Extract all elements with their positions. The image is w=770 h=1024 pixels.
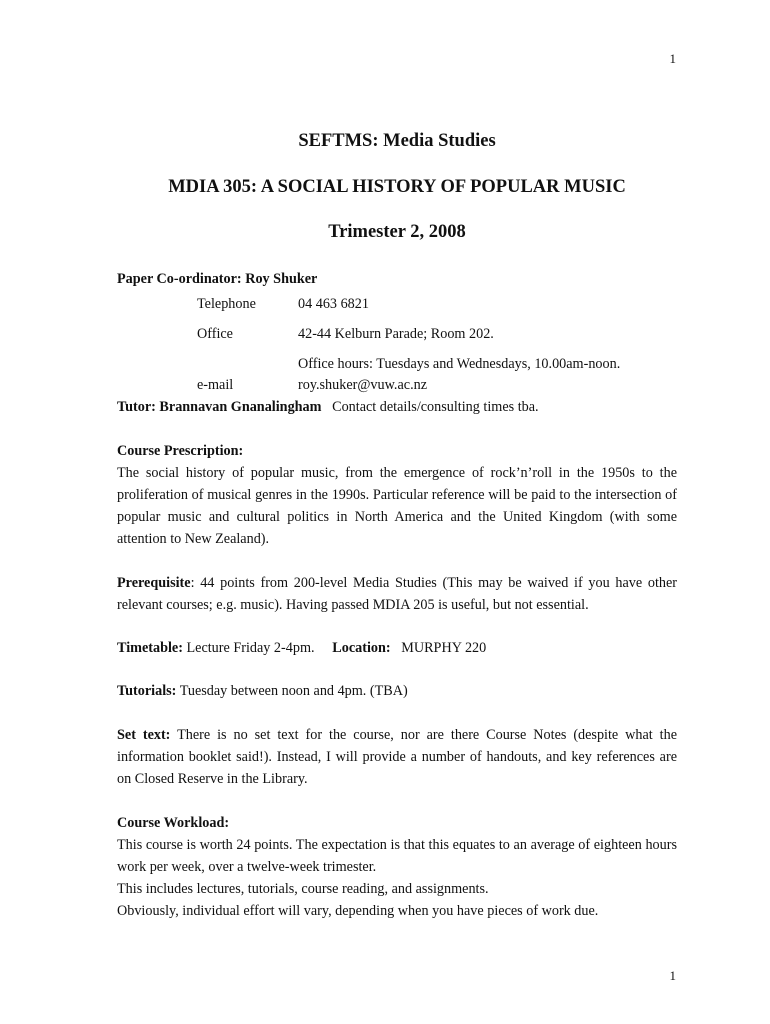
set-text-body: There is no set text for the course, nor are there Course Notes (despite what the information booklet said!). Instead, I will provide a number of handouts, and key references are on Closed Reserve in the Library. <box>117 727 678 787</box>
set-text-paragraph <box>117 724 677 790</box>
tutor-label: Tutor: Brannavan Gnanalingham <box>117 399 322 415</box>
department-title: SEFTMS: Media Studies <box>298 131 496 151</box>
workload-para3: Obviously, individual effort will vary, depending when you have pieces of work due. <box>117 903 599 919</box>
telephone-label: Telephone <box>197 296 256 312</box>
prescription-text: The social history of popular music, from the emergence of rock’n’roll in the 1950s to the proliferation of musical genres in the 1990s. Particular reference will be paid to the intersection of popular music and cultural politics in North America and the United Kingdom (with some attention to New Zealand). <box>117 465 677 547</box>
prescription-section <box>117 440 677 550</box>
prerequisite-text: : 44 points from 200-level Media Studies (This may be waived if you have other relevant courses; e.g. music). Having passed MDIA 205 is useful, but not essential. <box>117 575 677 613</box>
prerequisite-section <box>117 572 677 616</box>
course-title: MDIA 305: A SOCIAL HISTORY OF POPULAR MUSIC <box>168 177 626 197</box>
prerequisite-paragraph <box>117 572 677 616</box>
page-number-top: 1 <box>669 51 676 66</box>
tutorials-label: Tutorials: <box>117 683 177 699</box>
location-value: MURPHY 220 <box>401 640 487 656</box>
office-label: Office <box>197 326 233 342</box>
office-hours: Office hours: Tuesdays and Wednesdays, 10.00am-noon. <box>298 356 621 372</box>
office-value: 42-44 Kelburn Parade; Room 202. <box>298 326 494 342</box>
page-number-bottom: 1 <box>669 968 676 983</box>
email-label: e-mail <box>197 377 234 393</box>
set-text-section <box>117 724 677 790</box>
tutor-details: Contact details/consulting times tba. <box>332 399 539 415</box>
tutorials-section <box>117 680 677 702</box>
trimester-title: Trimester 2, 2008 <box>328 222 466 242</box>
set-text-label: Set text: <box>117 727 171 743</box>
location-label: Location: <box>332 640 391 656</box>
timetable-section <box>117 637 677 659</box>
prerequisite-label: Prerequisite <box>117 575 191 591</box>
coordinator-heading: Paper Co-ordinator: Roy Shuker <box>117 271 318 287</box>
timetable-value: Lecture Friday 2-4pm. <box>186 640 315 656</box>
email-link[interactable]: roy.shuker@vuw.ac.nz <box>298 377 428 393</box>
telephone-value: 04 463 6821 <box>298 296 369 312</box>
tutor-row <box>117 396 539 418</box>
tutorials-value: Tuesday between noon and 4pm. (TBA) <box>179 683 408 699</box>
tutorials-row <box>117 680 677 702</box>
timetable-label: Timetable: <box>117 640 183 656</box>
workload-para2: This includes lectures, tutorials, course reading, and assignments. <box>117 881 489 897</box>
workload-section <box>117 812 677 922</box>
prescription-heading: Course Prescription: <box>117 443 244 459</box>
timetable-row <box>117 637 677 659</box>
workload-para1: This course is worth 24 points. The expectation is that this equates to an average of eighteen hours work per week, over a twelve-week trimester. <box>117 837 677 875</box>
workload-heading: Course Workload: <box>117 815 230 831</box>
